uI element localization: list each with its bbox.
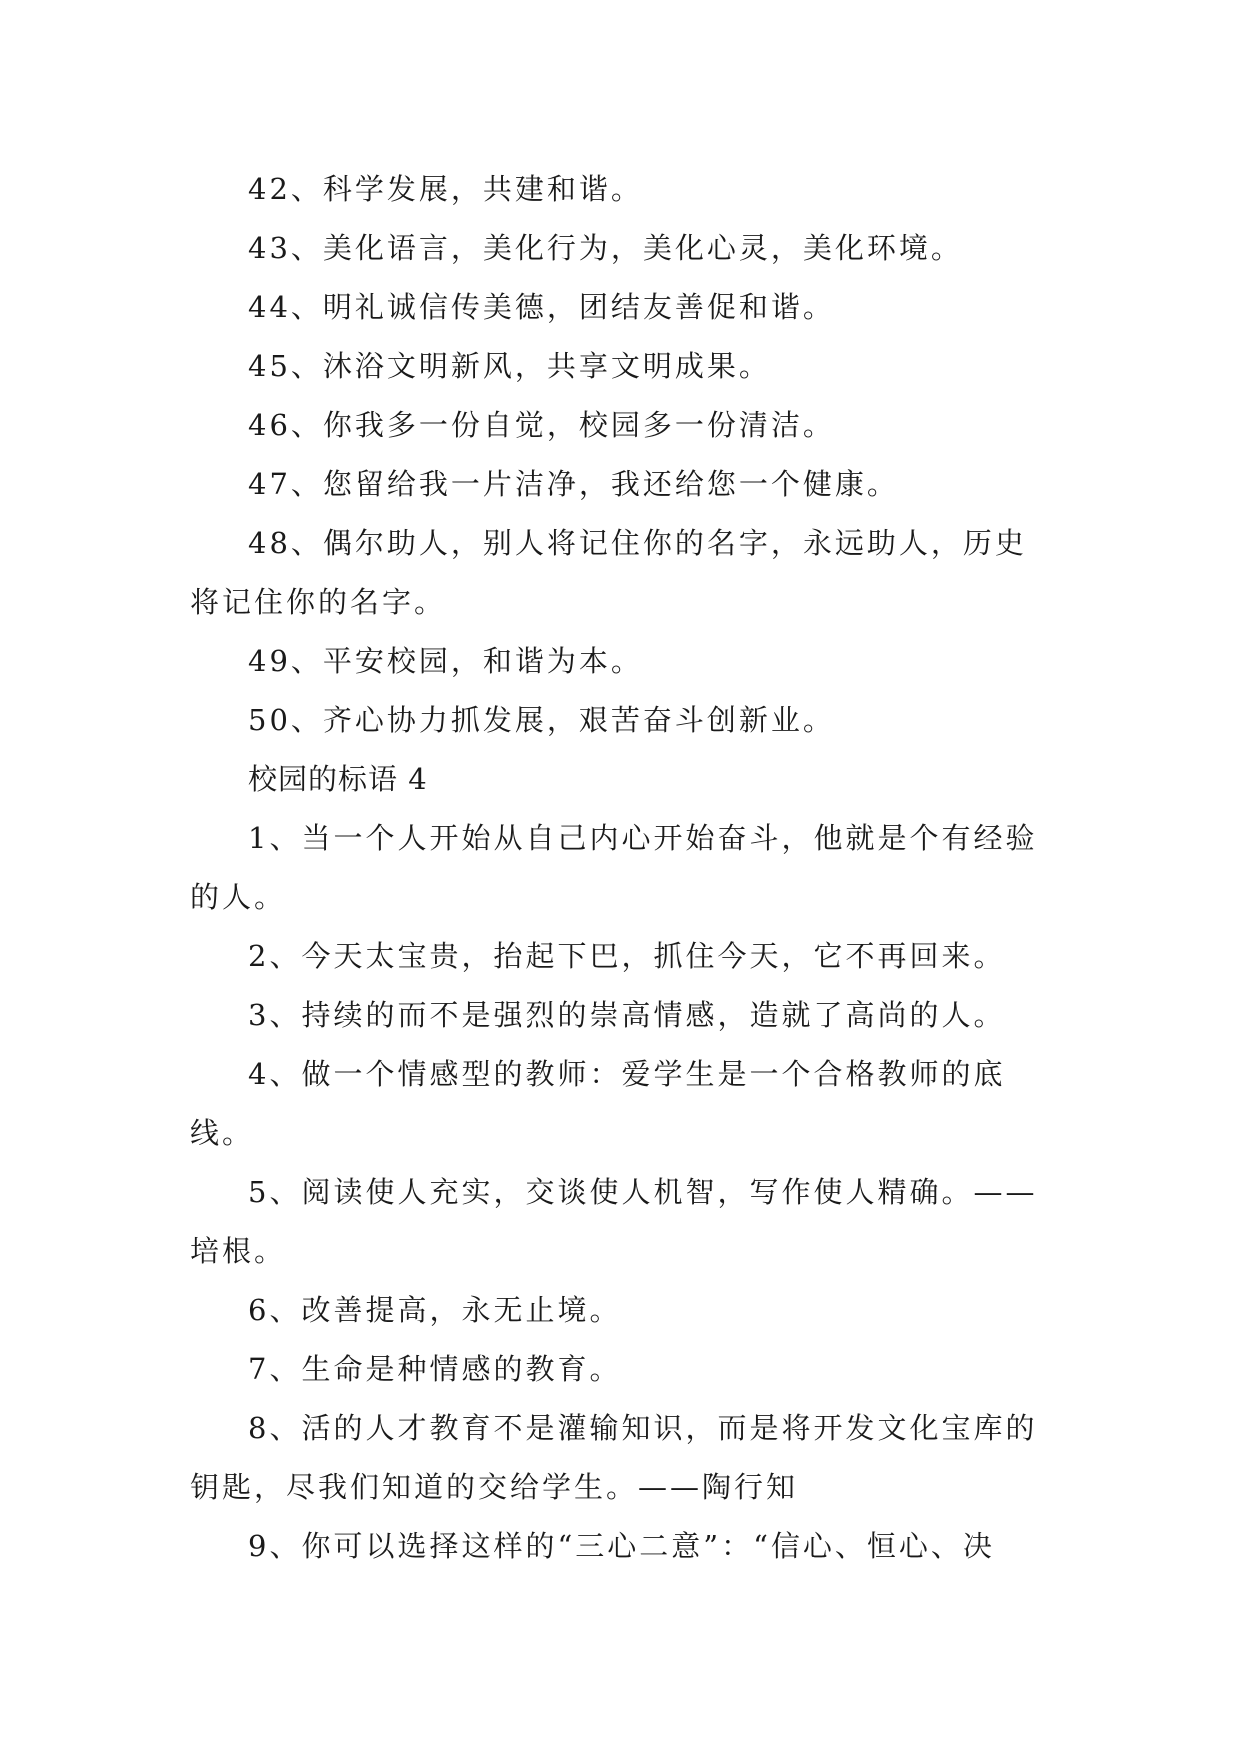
list-item: 45、沐浴文明新风，共享文明成果。 [248, 349, 771, 383]
list-item: 47、您留给我一片洁净，我还给您一个健康。 [248, 467, 899, 501]
list-item: 1、当一个人开始从自己内心开始奋斗，他就是个有经验的人。 [190, 821, 1038, 914]
list-item: 43、美化语言，美化行为，美化心灵，美化环境。 [248, 231, 963, 265]
list-item: 9、你可以选择这样的“三心二意”：“信心、恒心、决 [248, 1529, 995, 1563]
list-item: 42、科学发展，共建和谐。 [248, 172, 643, 206]
list-item: 49、平安校园，和谐为本。 [248, 644, 643, 678]
list-item: 44、明礼诚信传美德，团结友善促和谐。 [248, 290, 835, 324]
list-item: 7、生命是种情感的教育。 [248, 1352, 622, 1386]
list-item: 46、你我多一份自觉，校园多一份清洁。 [248, 408, 835, 442]
list-item: 4、做一个情感型的教师：爱学生是一个合格教师的底线。 [190, 1057, 1006, 1150]
document-body [190, 160, 1050, 1576]
list-item: 2、今天太宝贵，抬起下巴，抓住今天，它不再回来。 [248, 939, 1006, 973]
list-item: 6、改善提高，永无止境。 [248, 1293, 622, 1327]
section-heading: 校园的标语 4 [248, 762, 428, 796]
list-item: 3、持续的而不是强烈的崇高情感，造就了高尚的人。 [248, 998, 1006, 1032]
list-item: 50、齐心协力抓发展，艰苦奋斗创新业。 [248, 703, 835, 737]
list-item: 5、阅读使人充实，交谈使人机智，写作使人精确。——培根。 [190, 1175, 1038, 1268]
list-item: 48、偶尔助人，别人将记住你的名字，永远助人，历史将记住你的名字。 [190, 526, 1027, 619]
list-item: 8、活的人才教育不是灌输知识，而是将开发文化宝库的钥匙，尽我们知道的交给学生。——陶行知 [190, 1411, 1038, 1504]
